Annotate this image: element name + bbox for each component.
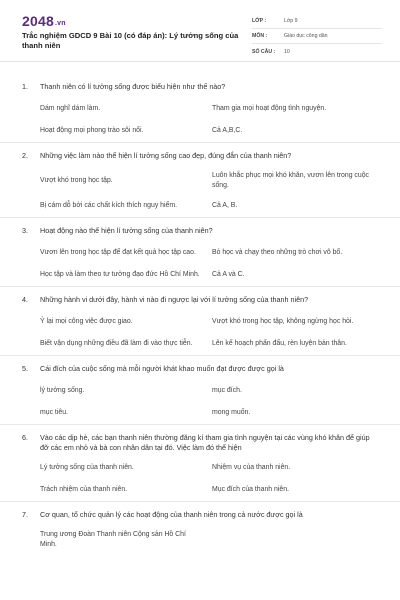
question-number: 1.: [22, 82, 28, 91]
question-text: 5. Cái đích của cuộc sống mà mỗi người khát khao muốn đạt được được gọi là: [22, 364, 284, 373]
answer-option[interactable]: Cả A, B.: [212, 202, 238, 209]
answer-option[interactable]: Ỷ lại mọi công việc được giao.: [40, 318, 133, 325]
answer-options: [0, 311, 400, 355]
answer-option[interactable]: Lý tưởng sống của thanh niên.: [40, 464, 134, 471]
answer-option[interactable]: Nhiệm vụ của thanh niên.: [212, 464, 291, 471]
answer-options: [0, 167, 400, 217]
logo-domain: .vn: [54, 20, 66, 27]
question-6: [0, 425, 400, 502]
answer-option[interactable]: Trung ương Đoàn Thanh niên Cộng sản Hồ Chí Minh.: [40, 531, 186, 548]
answer-options: [0, 242, 400, 286]
answer-option[interactable]: Mục đích của thanh niên.: [212, 486, 289, 493]
question-text: 2. Những việc làm nào thể hiện lí tưởng sống cao đẹp, đúng đắn của thanh niên?: [22, 151, 292, 160]
question-number: 5.: [22, 364, 28, 373]
answer-option[interactable]: Dám nghĩ dám làm.: [40, 105, 101, 112]
meta-row-grade: [252, 14, 382, 29]
answer-option[interactable]: mục đích.: [212, 387, 242, 394]
meta-value: 10: [284, 48, 290, 55]
answer-option[interactable]: Trách nhiệm của thanh niên.: [40, 486, 128, 493]
question-2: [0, 143, 400, 218]
page-header: [0, 0, 400, 62]
answer-option[interactable]: Bị cám dỗ bởi các chất kích thích nguy hiểm.: [40, 202, 178, 209]
page-title: Trắc nghiệm GDCD 9 Bài 10 (có đáp án): Lý tưởng sống của thanh niên: [22, 31, 239, 50]
meta-value: Giáo dục công dân: [284, 33, 328, 39]
answer-option[interactable]: Cả A và C.: [212, 271, 245, 278]
answer-option[interactable]: Biết vận dụng những điều đã làm đi vào thực tiễn.: [40, 340, 193, 347]
answer-option[interactable]: Luôn khắc phục mọi khó khăn, vươn lên trong cuộc sống.: [212, 172, 369, 189]
question-number: 7.: [22, 510, 28, 519]
question-number: 3.: [22, 226, 28, 235]
answer-option[interactable]: mục tiêu.: [40, 409, 68, 416]
question-list: [0, 74, 400, 554]
question-number: 4.: [22, 295, 28, 304]
meta-label: LỚP :: [252, 18, 267, 24]
answer-option[interactable]: Cả A,B,C.: [212, 127, 243, 134]
answer-option[interactable]: [212, 526, 382, 554]
answer-option[interactable]: Vươn lên trong học tập để đạt kết quả học tập cao.: [40, 249, 196, 256]
question-text: 3. Hoạt động nào thể hiện lí tưởng sống của thanh niên?: [22, 226, 213, 235]
answer-option[interactable]: Vượt khó trong học tập, không ngừng học hỏi.: [212, 318, 354, 325]
meta-value: Lớp 9: [284, 18, 298, 24]
question-text: 7. Cơ quan, tổ chức quản lý các hoạt động của thanh niên trong cả nước được gọi là: [22, 510, 303, 519]
question-number: 2.: [22, 151, 28, 160]
question-4: [0, 287, 400, 356]
question-text: 4. Những hành vi dưới đây, hành vi nào đi ngược lại với lí tưởng sống của thanh niên?: [22, 295, 309, 304]
answer-options: [0, 526, 400, 554]
question-text: 1. Thanh niên có lí tưởng sống được biểu hiện như thế nào?: [22, 82, 226, 91]
answer-option[interactable]: Học tập và làm theo tư tưởng đạo đức Hồ Chí Minh.: [40, 271, 200, 278]
question-3: [0, 218, 400, 287]
answer-option[interactable]: Lên kế hoạch phấn đấu, rèn luyện bản thân.: [212, 340, 347, 347]
answer-options: [0, 457, 400, 501]
logo-text: 2048: [22, 13, 54, 29]
meta-row-subject: [252, 29, 382, 44]
answer-option[interactable]: Bỏ học và chạy theo những trò chơi vô bổ.: [212, 249, 343, 256]
answer-option[interactable]: Hoạt động mọi phong trào sôi nổi.: [40, 127, 144, 134]
answer-options: [0, 380, 400, 424]
meta-table: [252, 14, 382, 59]
site-logo[interactable]: [22, 13, 66, 29]
question-7: [0, 502, 400, 554]
answer-option[interactable]: mong muốn.: [212, 409, 251, 416]
answer-option[interactable]: lý tưởng sống.: [40, 387, 85, 394]
question-1: [0, 74, 400, 143]
answer-option[interactable]: Tham gia mọi hoạt động tình nguyện.: [212, 105, 327, 112]
question-number: 6.: [22, 433, 28, 442]
question-5: [0, 356, 400, 425]
meta-row-count: [252, 44, 382, 59]
question-text: 6. Vào các dịp hè, các bạn thanh niên thường đăng kí tham gia tình nguyện tại các vùng khó khăn để giúp đỡ các em nhỏ và bà con nhân dân tại đó. Việc làm đó thể hiện: [22, 433, 370, 452]
meta-label: MÔN :: [252, 33, 268, 39]
answer-option[interactable]: Vượt khó trong học tập.: [40, 177, 113, 184]
answer-options: [0, 98, 400, 142]
meta-label: SỐ CÂU :: [252, 48, 276, 55]
